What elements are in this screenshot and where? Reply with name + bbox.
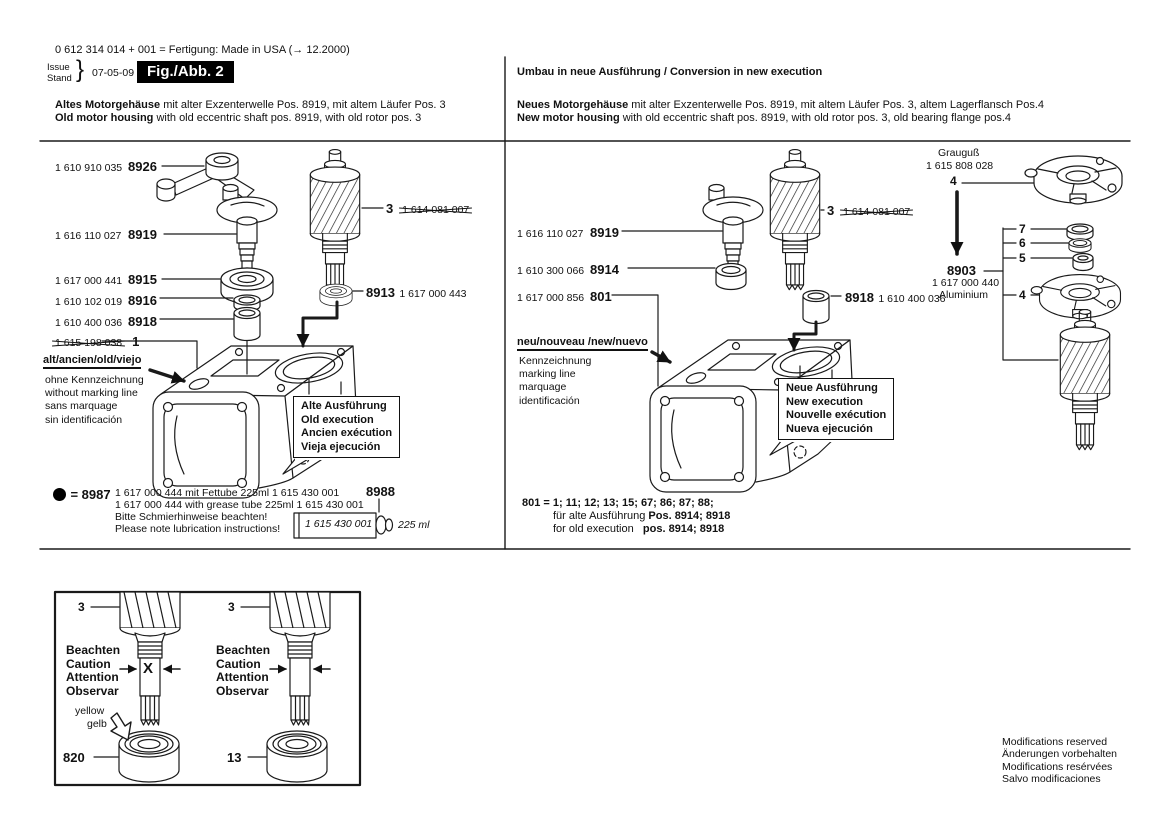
new-execution-fr: Nouvelle exécution <box>786 409 887 421</box>
new-version-tag: neu/nouveau /new/nuevo <box>517 336 648 351</box>
stand-label: Stand <box>47 73 72 84</box>
caution-left-rotor-pos: 3 <box>78 600 85 614</box>
left-title-de: Altes Motorgehäuse mit alter Exzenterwelle Pos. 8919, mit altem Läufer Pos. 3 <box>55 99 446 111</box>
color-label-en: yellow <box>75 705 105 717</box>
modifications-fr: Modifications resérvées <box>1002 760 1113 773</box>
issue-label: Issue <box>47 62 70 73</box>
modifications-notice <box>1002 736 1117 786</box>
seal-ring-6-drawing <box>1069 239 1091 253</box>
part-row-8916: 1 610 102 019 8916 <box>55 293 157 308</box>
part-row-8918-left: 1 610 400 036 8918 <box>55 314 157 329</box>
aluminium-flange-drawing <box>1031 275 1120 319</box>
right-title-de: Neues Motorgehäuse mit alter Exzenterwelle Pos. 8919, mit altem Läufer Pos. 3, altem Lagerflansch Pos.4 <box>517 99 1045 111</box>
modifications-es: Salvo modificaciones <box>1002 773 1101 786</box>
old-execution-es: Vieja ejecución <box>301 440 381 453</box>
item-7-label: 7 <box>1019 222 1026 236</box>
marking-line-es: sin identificación <box>45 413 123 426</box>
conversion-title: Umbau in neue Ausführung / Conversion in new execution <box>517 66 823 78</box>
marking-line-en: without marking line <box>45 387 138 400</box>
marking-line-fr: marquage <box>519 381 567 394</box>
part-row-8926: 1 610 910 035 8926 <box>55 159 157 174</box>
old-execution-de: Alte Ausführung <box>301 400 387 412</box>
caution-line-de: Beachten <box>216 643 271 657</box>
bearing-row-8913: 8913 1 617 000 443 <box>366 285 467 300</box>
left-eccentric-shaft-drawing <box>217 185 277 273</box>
left-sleeve-8918-drawing <box>234 308 260 341</box>
old-execution-en: Old execution <box>301 413 374 426</box>
marking-line-es: identificación <box>519 394 580 407</box>
tube-pos-label: 8988 <box>366 484 395 499</box>
figure-label: Fig./Abb. 2 <box>137 61 234 83</box>
tube-volume-label: 225 ml <box>398 519 430 531</box>
part-row-8919-right: 1 616 110 027 8919 <box>517 225 619 240</box>
right-eccentric-shaft-drawing <box>703 185 763 273</box>
assembly-pos-8903: 8903 <box>947 263 976 278</box>
marking-line-en: marking line <box>519 368 576 381</box>
right-sleeve-8918-drawing <box>803 291 829 324</box>
grease-note-line3: Bitte Schmierhinweise beachten! <box>115 511 268 523</box>
caution-right-rotor-pos: 3 <box>228 600 235 614</box>
production-code-line: 0 612 314 014 + 001 = Fertigung: Made in USA (→ 12.2000) <box>55 44 350 56</box>
caution-line-de: Beachten <box>66 643 121 657</box>
old-execution-fr: Ancien exécution <box>301 427 393 439</box>
left-title-en: Old motor housing with old eccentric shaft pos. 8919, with old rotor pos. 3 <box>55 112 422 124</box>
caution-line-es: Observar <box>216 683 269 698</box>
marking-line-de: ohne Kennzeichnung <box>45 374 144 386</box>
bearing-pos-820: 820 <box>63 750 85 765</box>
caution-right-text <box>216 644 270 698</box>
note-801-de: für alte Ausführung Pos. 8914; 8918 <box>553 510 731 522</box>
assembly-material: Aluminium <box>939 289 989 301</box>
old-execution-box <box>293 396 400 458</box>
left-crank-arm-drawing <box>157 153 254 201</box>
issue-stand-brace: } <box>76 56 85 83</box>
caution-line-en: Caution <box>216 656 261 671</box>
caution-line-fr: Attention <box>66 670 119 684</box>
far-right-armature-drawing <box>1060 310 1109 450</box>
note-801-head: 801 = 1; 11; 12; 13; 15; 67; 86; 87; 88; <box>522 497 714 509</box>
item-4-label: 4 <box>1019 288 1026 302</box>
new-execution-de: Neue Ausführung <box>786 382 878 394</box>
assembly-number: 1 617 000 440 <box>932 277 1000 289</box>
grey-flange-material: Grauguß <box>938 147 980 159</box>
right-armature-drawing <box>770 150 819 290</box>
grey-flange-number: 1 615 808 028 <box>926 160 994 172</box>
tube-number-label: 1 615 430 001 <box>305 518 373 530</box>
part-row-8919-left: 1 616 110 027 8919 <box>55 227 157 242</box>
old-version-tag: alt/ancien/old/viejo <box>43 354 141 369</box>
note-801-en: for old execution pos. 8914; 8918 <box>553 523 725 535</box>
marking-line-de: Kennzeichnung <box>519 355 592 367</box>
caution-line-es: Observar <box>66 683 119 698</box>
new-execution-en: New execution <box>786 395 864 408</box>
seal-ring-7-drawing <box>1067 224 1093 240</box>
left-armature-drawing <box>310 150 359 290</box>
grey-flange-pos: 4 <box>950 174 957 188</box>
grease-note-line1: 1 617 000 444 mit Fettube 225ml 1 615 430 001 <box>115 487 340 499</box>
rotor-row-right: 3 1 614 081 007 <box>827 203 911 218</box>
new-execution-es: Nueva ejecución <box>786 422 873 435</box>
caution-left-text <box>66 644 120 698</box>
sleeve-row-8918: 8918 1 610 400 036 <box>845 290 946 305</box>
rotor-row-left: 3 1 614 081 007 <box>386 201 470 216</box>
grey-flange-drawing <box>1025 156 1122 204</box>
grease-note-line4: Please note lubrication instructions! <box>115 523 281 535</box>
part-row-8914: 1 610 300 066 8914 <box>517 262 619 277</box>
shaft-x-mark: X <box>143 660 154 677</box>
caution-line-fr: Attention <box>216 670 269 684</box>
new-execution-box <box>778 378 894 440</box>
modifications-en: Modifications reserved <box>1002 736 1108 748</box>
modifications-de: Änderungen vorbehalten <box>1002 748 1118 761</box>
color-label-de: gelb <box>87 718 107 730</box>
issue-date: 07-05-09 <box>92 67 135 79</box>
item-5-label: 5 <box>1019 251 1026 265</box>
right-title-en: New motor housing with old eccentric shaft pos. 8919, with old rotor pos. 3, old bearing flange pos.4 <box>517 112 1012 124</box>
grease-dot-icon <box>53 488 66 501</box>
caution-right-bearing-drawing <box>267 731 327 782</box>
grease-note-line2: 1 617 000 444 with grease tube 225ml 1 615 430 001 <box>115 499 364 511</box>
caution-line-en: Caution <box>66 656 111 671</box>
part-row-8915: 1 617 000 441 8915 <box>55 272 157 287</box>
right-marking-block <box>519 355 591 408</box>
part-row-1-superseded: 1 615 198 038 1 <box>55 334 140 349</box>
grease-note-heading: = 8987 <box>53 486 111 505</box>
bearing-pos-13: 13 <box>227 750 242 765</box>
marking-line-fr: sans marquage <box>45 400 118 413</box>
right-ring-8914-drawing <box>716 264 746 290</box>
item-6-label: 6 <box>1019 236 1026 250</box>
part-row-801: 1 617 000 856 801 <box>517 289 612 304</box>
left-marking-block <box>45 374 144 427</box>
bearing-5-drawing <box>1073 254 1093 271</box>
